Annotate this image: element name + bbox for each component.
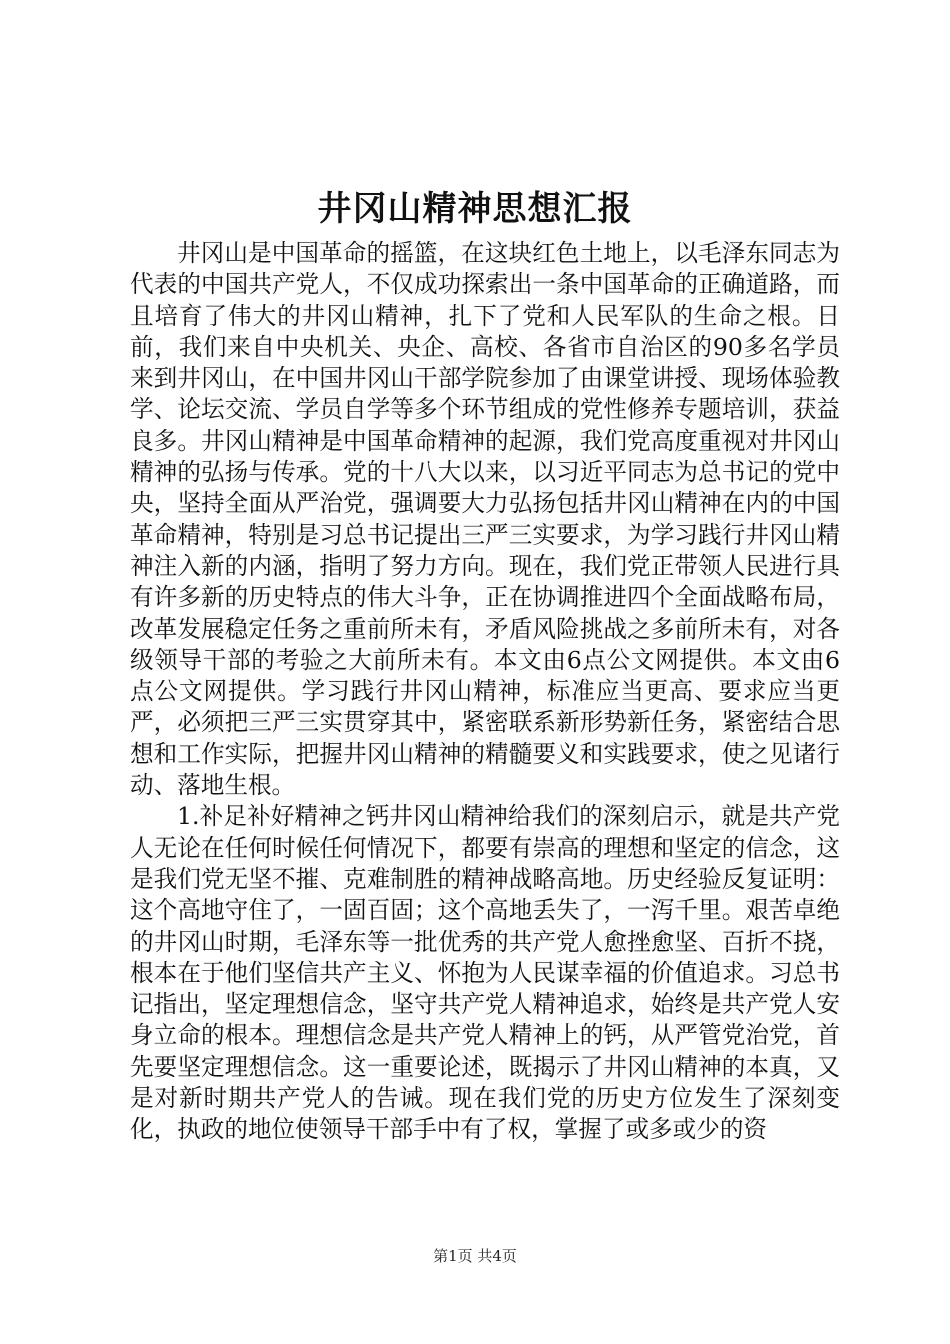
paragraph-section-1: 1.补足补好精神之钙井冈山精神给我们的深刻启示，就是共产党人无论在任何时候任何情况下，都要有崇高的理想和坚定的信念，这是我们党无坚不摧、克难制胜的精神战略高地。历史经验反复证明：这个高地守住了，一固百固；这个高地丢失了，一泻千里。艰苦卓绝的井冈山时期，毛泽东等一批优秀的共产党人愈挫愈坚、百折不挠，根本在于他们坚信共产主义、怀抱为人民谋幸福的价值追求。习总书记指出，坚定理想信念，坚守共产党人精神追求，始终是共产党人安身立命的根本。理想信念是共产党人精神上的钙，从严管党治党，首先要坚定理想信念。这一重要论述，既揭示了井冈山精神的本真，又是对新时期共产党人的告诫。现在我们党的历史方位发生了深刻变化，执政的地位使领导干部手中有了权，掌握了或多或少的资 xyxy=(130,802,840,1144)
page-footer: 第1页 共4页 xyxy=(433,1247,517,1265)
paragraph-intro: 井冈山是中国革命的摇篮，在这块红色土地上，以毛泽东同志为代表的中国共产党人，不仅成功探索出一条中国革命的正确道路，而且培育了伟大的井冈山精神，扎下了党和人民军队的生命之根。日前，我们来自中央机关、央企、高校、各省市自治区的90多名学员来到井冈山，在中国井冈山干部学院参加了由课堂讲授、现场体验教学、论坛交流、学员自学等多个环节组成的党性修养专题培训，获益良多。井冈山精神是中国革命精神的起源，我们党高度重视对井冈山精神的弘扬与传承。党的十八大以来，以习近平同志为总书记的党中央，坚持全面从严治党，强调要大力弘扬包括井冈山精神在内的中国革命精神，特别是习总书记提出三严三实要求，为学习践行井冈山精神注入新的内涵，指明了努力方向。现在，我们党正带领人民进行具有许多新的历史特点的伟大斗争，正在协调推进四个全面战略布局，改革发展稳定任务之重前所未有，矛盾风险挑战之多前所未有，对各级领导干部的考验之大前所未有。本文由6点公文网提供。本文由6点公文网提供。学习践行井冈山精神，标准应当更高、要求应当更严，必须把三严三实贯穿其中，紧密联系新形势新任务，紧密结合思想和工作实际，把握井冈山精神的精髓要义和实践要求，使之见诸行动、落地生根。 xyxy=(130,239,840,800)
document-body xyxy=(130,238,840,1146)
page-title: 井冈山精神思想汇报 xyxy=(317,189,633,229)
